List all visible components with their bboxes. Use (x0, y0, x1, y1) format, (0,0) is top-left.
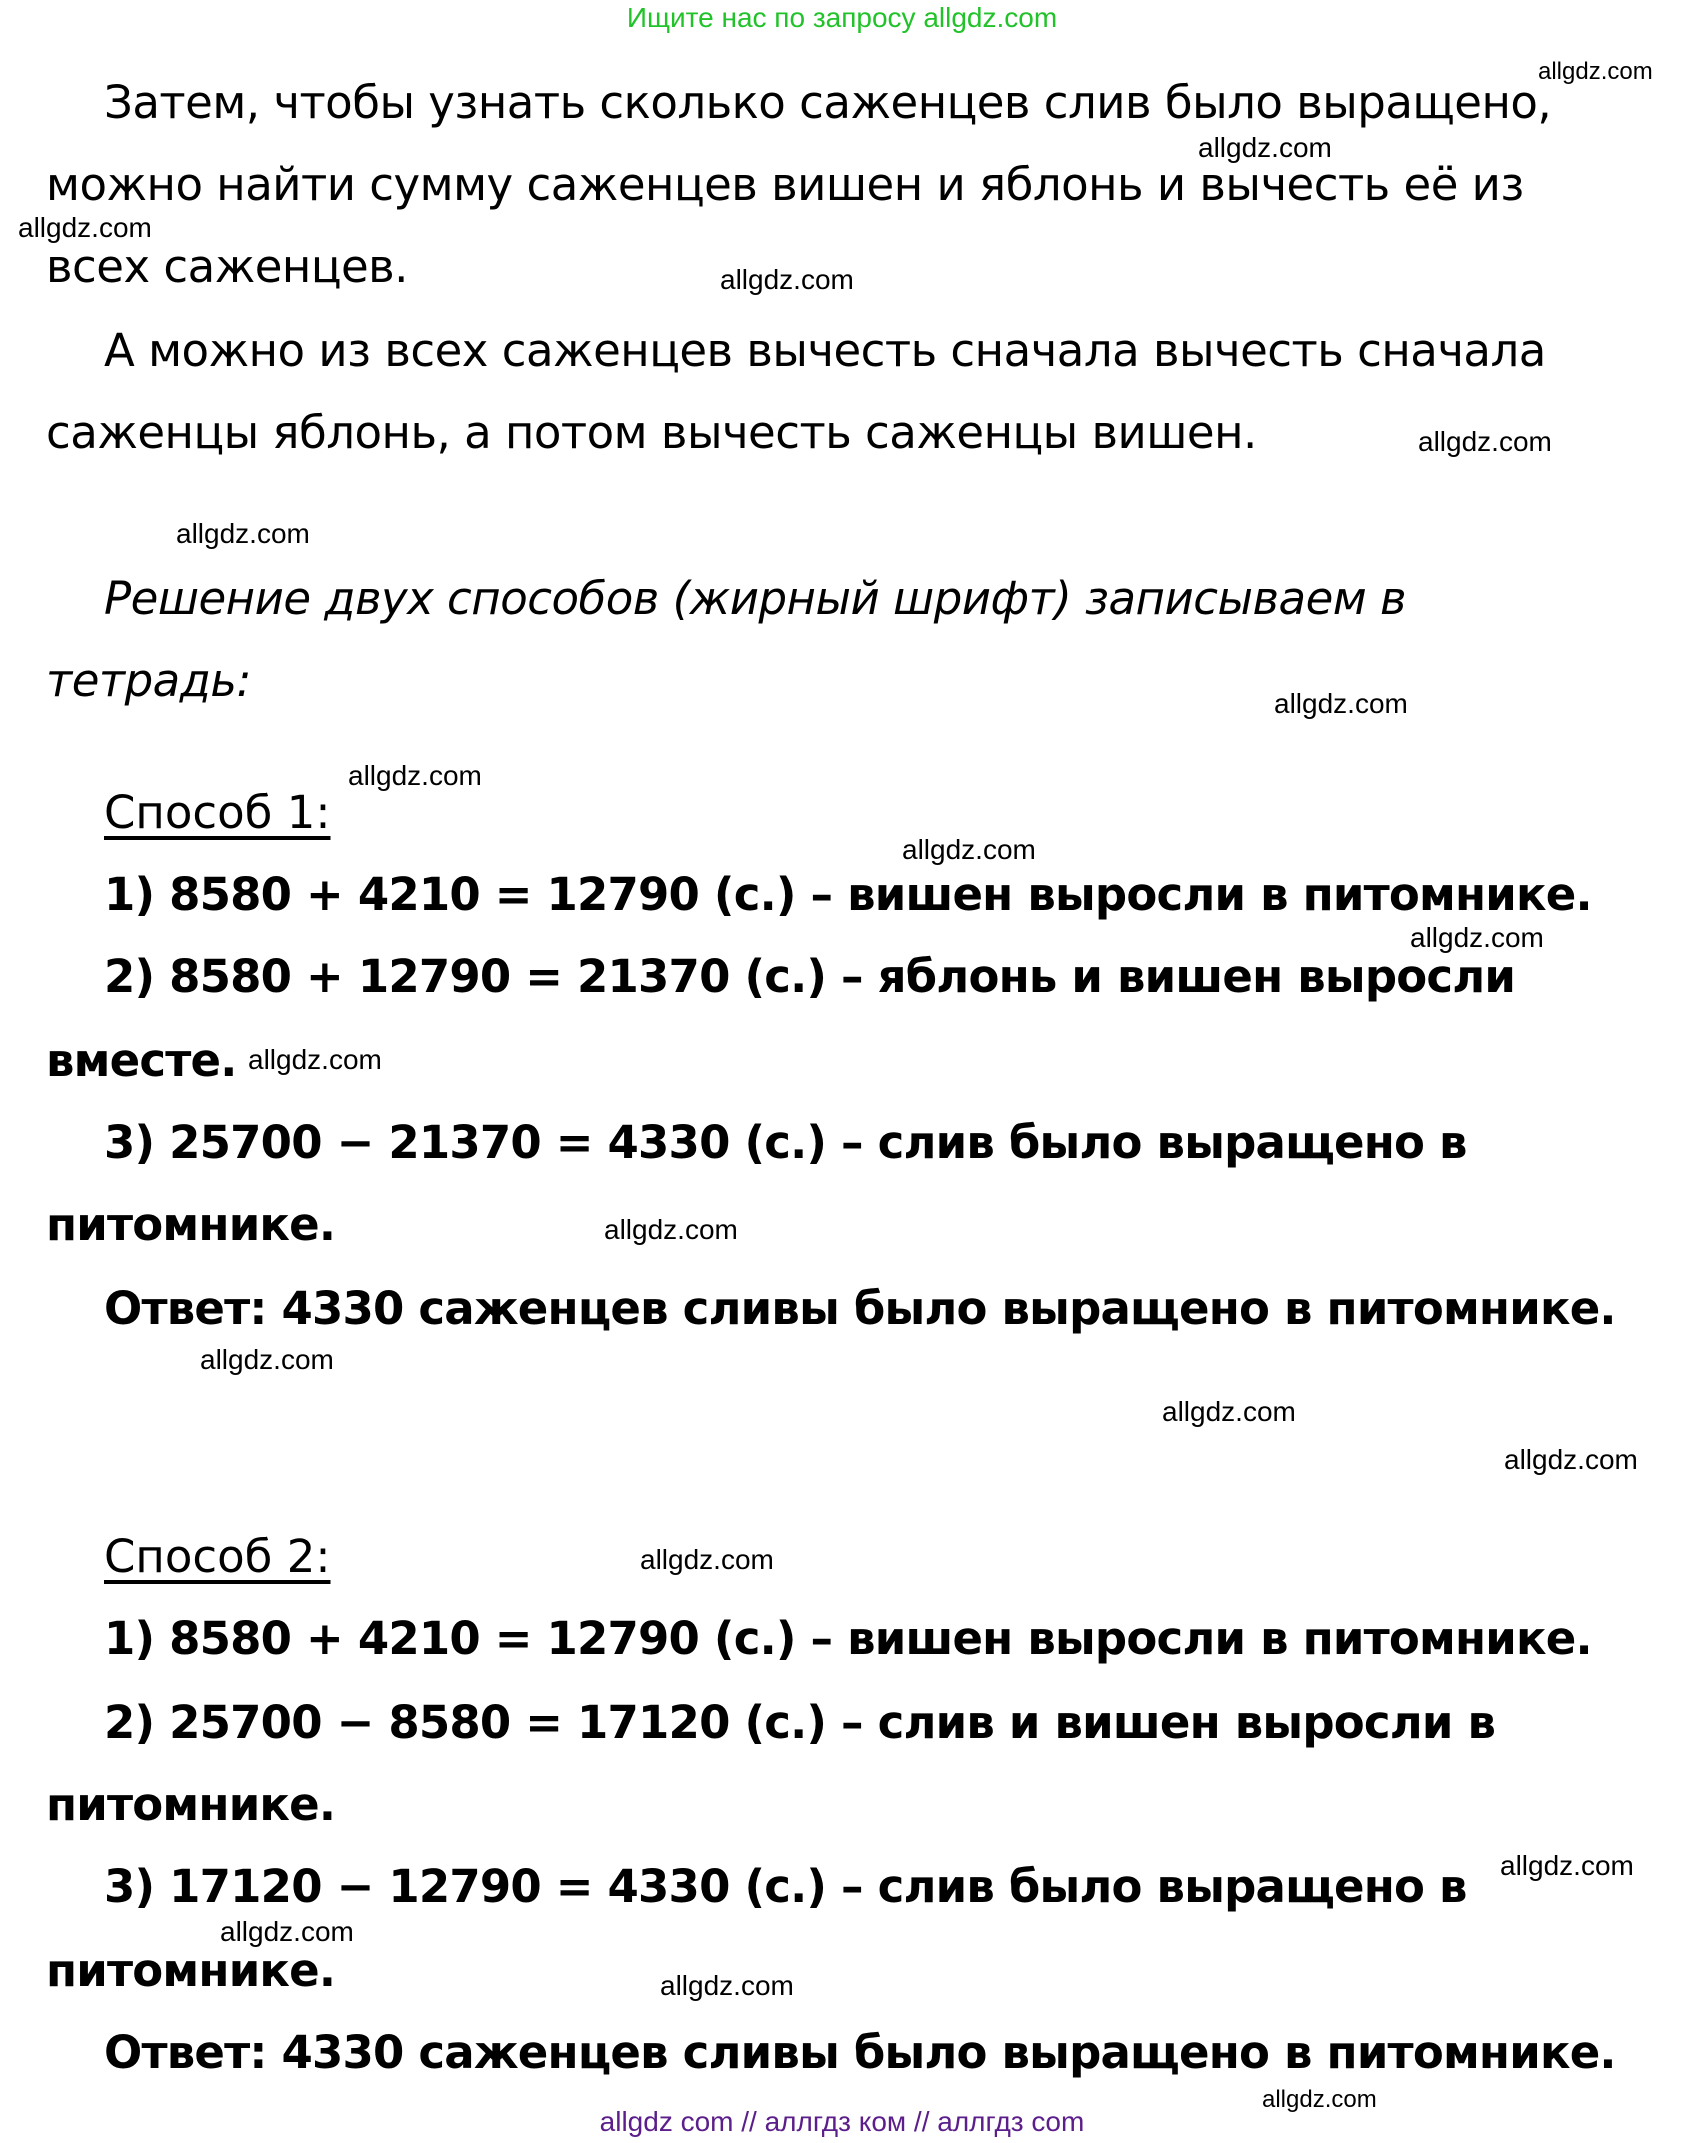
watermark: allgdz.com (1504, 1444, 1638, 1475)
method-2-step-1: 1) 8580 + 4210 = 12790 (с.) – вишен выросли в питомнике. (104, 1612, 1592, 1665)
watermark: allgdz.com (18, 212, 152, 243)
method-1-step-2-cont: вместе. (46, 1034, 237, 1087)
watermark: allgdz.com (1162, 1396, 1296, 1427)
method-1-step-3-cont: питомнике. (46, 1198, 336, 1251)
intro-line-1: Затем, чтобы узнать сколько саженцев слив было выращено, (104, 76, 1552, 129)
watermark: allgdz.com (1410, 922, 1544, 953)
watermark: allgdz.com (1274, 688, 1408, 719)
bottom-banner-link[interactable]: allgdz com // аллгдз ком // аллгдз com (599, 2106, 1085, 2137)
method-2-answer: Ответ: 4330 саженцев сливы было выращено в питомнике. (104, 2026, 1616, 2079)
intro-line-4: А можно из всех саженцев вычесть сначала вычесть сначала (104, 324, 1546, 377)
watermark: allgdz.com (1538, 58, 1653, 85)
method-2-step-2: 2) 25700 − 8580 = 17120 (с.) – слив и вишен выросли в (104, 1696, 1496, 1749)
watermark: allgdz.com (604, 1214, 738, 1245)
intro-line-5: саженцы яблонь, а потом вычесть саженцы вишен. (46, 406, 1257, 459)
method-2-step-3-cont: питомнике. (46, 1944, 336, 1997)
method-1-step-1: 1) 8580 + 4210 = 12790 (с.) – вишен выросли в питомнике. (104, 868, 1592, 921)
watermark: allgdz.com (348, 760, 482, 791)
watermark: allgdz.com (1262, 2086, 1377, 2113)
intro-line-2: можно найти сумму саженцев вишен и яблонь и вычесть её из (46, 158, 1524, 211)
watermark: allgdz.com (720, 264, 854, 295)
method-2-title: Способ 2: (104, 1530, 331, 1583)
note-line-1: Решение двух способов (жирный шрифт) записываем в (104, 572, 1407, 625)
watermark: allgdz.com (1198, 132, 1332, 163)
intro-line-3: всех саженцев. (46, 240, 408, 293)
method-1-title: Способ 1: (104, 786, 331, 839)
watermark: allgdz.com (660, 1970, 794, 2001)
method-1-step-2: 2) 8580 + 12790 = 21370 (с.) – яблонь и вишен выросли (104, 950, 1516, 1003)
method-2-step-2-cont: питомнике. (46, 1778, 336, 1831)
watermark: allgdz.com (902, 834, 1036, 865)
method-1-step-3: 3) 25700 − 21370 = 4330 (с.) – слив было выращено в (104, 1116, 1467, 1169)
method-2-step-3: 3) 17120 − 12790 = 4330 (с.) – слив было выращено в (104, 1860, 1467, 1913)
watermark: allgdz.com (176, 518, 310, 549)
watermark: allgdz.com (220, 1916, 354, 1947)
watermark: allgdz.com (640, 1544, 774, 1575)
watermark: allgdz.com (200, 1344, 334, 1375)
top-banner-link[interactable]: Ищите нас по запросу allgdz.com (626, 2, 1058, 33)
watermark: allgdz.com (1418, 426, 1552, 457)
watermark: allgdz.com (1500, 1850, 1634, 1881)
method-1-answer: Ответ: 4330 саженцев сливы было выращено в питомнике. (104, 1282, 1616, 1335)
note-line-2: тетрадь: (46, 654, 252, 707)
watermark: allgdz.com (248, 1044, 382, 1075)
